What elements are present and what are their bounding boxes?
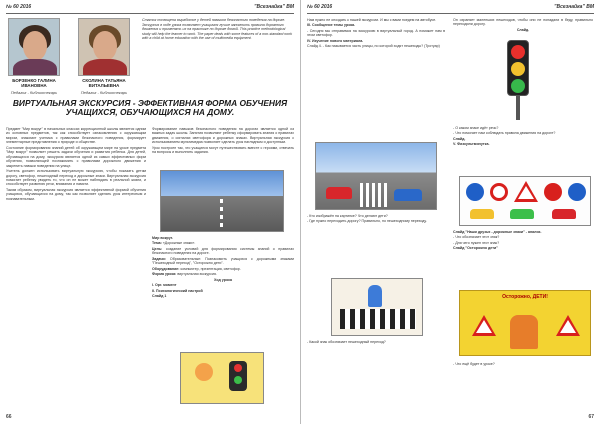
- slide-label: Слайд.: [516, 27, 530, 32]
- traffic-light-pole: [516, 96, 520, 120]
- slide-heading: Слайд "Наши друзья - дорожные знаки" - анализ.: [453, 230, 542, 234]
- issue-number: № 60 2016: [6, 4, 32, 10]
- warning-banner-text: Осторожно, ДЕТИ!: [502, 294, 548, 300]
- road-sign-icon: [514, 181, 538, 202]
- lesson-plan: [152, 236, 294, 346]
- goal-label: Цель:: [152, 246, 163, 251]
- road-sign-icon: [466, 183, 484, 201]
- road-signs-grid: [459, 176, 591, 226]
- author-photo-1: [8, 18, 60, 76]
- paragraph: - Сегодня мы отправимся на экскурсию в виртуальный город. А поможет нам в этом светофор.: [307, 28, 445, 38]
- right-column-1-middle: [307, 214, 445, 274]
- tasks: Образовательные: Познакомить учащихся с дорожными знаками "Пешеходный переход", "Осторожно дети".: [152, 256, 294, 266]
- paragraph: - Кто изображён на картинке? Что делают дети?: [307, 214, 388, 218]
- paragraph: Учитель должен использовать виртуальную экскурсию, чтобы показать детям дорогу, светофор, пешеходный переход и дорожные знаки. Виртуальная экскурсия помогает ребенку увидеть то, что он не может наблюдать в реальной жизни, и способствует развитию речи, внимания и памяти.: [6, 169, 146, 187]
- form-label: Форма урока:: [152, 272, 177, 277]
- pedestrian-crossing-illustration: [331, 278, 423, 336]
- journal-title: "Всезнайка" ВМ: [554, 4, 594, 10]
- article-title: ВИРТУАЛЬНАЯ ЭКСКУРСИЯ - ЭФФЕКТИВНАЯ ФОРМА ОБУЧЕНИЯ УЧАЩИХСЯ, ОБУЧАЮЩИХСЯ НА ДОМУ.: [12, 98, 288, 117]
- author-photo-2: [78, 18, 130, 76]
- right-header: [307, 4, 594, 14]
- goal: создание условий для формирования системы знаний о правилах безопасного поведения на дороге.: [152, 246, 294, 256]
- paragraph: - Для чего нужен этот знак?: [453, 240, 500, 245]
- article-abstract: Статья посвящена выработке у детей навыков безопасного поведения на дороге. Экскурсия в ходе урока позволяет учащимся лучше запомнить правила дорожного движения и применять их на практике по дороге домой. This practice methodological study will help the learner to work. The paper deals with some features of a non-standard work with a child at home education with the use of multimedia equipment.: [142, 18, 293, 41]
- stage-item: I. Орг. момент: [152, 283, 177, 288]
- paragraph: Нам нужно не опоздать к нашей экскурсии. И мы с вами поедем на автобусе.: [307, 18, 437, 22]
- street-illustration: [315, 142, 437, 210]
- stage-item: Слайд 1: [152, 293, 167, 298]
- stage-item: II. Психологический настрой: [152, 288, 203, 293]
- road-sign-icon: [490, 183, 508, 201]
- equipment: компьютер, презентация, светофор.: [180, 266, 241, 271]
- road-sign-icon: [568, 183, 586, 201]
- journal-title: "Всезнайка" ВМ: [254, 4, 294, 10]
- warning-sign-icon: [556, 315, 580, 336]
- topic: «Дорожные знаки».: [162, 241, 196, 246]
- paragraph: Урок построен так, что учащиеся могут путешествовать вместе с героями, отвечать на вопросы и выполнять задания.: [152, 145, 294, 155]
- paragraph: - Какой знак обозначает пешеходный переход?: [307, 340, 386, 344]
- issue-number: № 60 2016: [307, 4, 333, 10]
- children-warning-illustration: [459, 290, 591, 356]
- subject-label: Мир вокруг.: [152, 236, 173, 240]
- author-name-2: СКОЛИНА ТАТЬЯНА ВИТАЛЬЕВНА: [82, 78, 126, 88]
- paragraph: - Где нужно переходить дорогу? Правильно, по пешеходному переходу.: [307, 219, 427, 224]
- right-column-1-bottom: [307, 340, 445, 416]
- paragraph: - Что ещё будет в уроке?: [453, 362, 495, 366]
- stages-label: Ход урока: [214, 277, 232, 282]
- right-column-2-middle: [453, 126, 593, 176]
- left-header: [6, 4, 294, 14]
- paragraph: Слайд 4. - Как называется часть улицы, по которой ходят пешеходы? (Тротуар): [307, 44, 440, 49]
- form: виртуальная экскурсия.: [177, 272, 217, 277]
- slide-label: Слайд.: [453, 136, 466, 141]
- road-illustration: [160, 170, 284, 232]
- paragraph: - Что помогает нам соблюдать правила движения на дороге?: [453, 131, 556, 136]
- left-column-2-top: [152, 127, 294, 167]
- slide-label: Слайд "Осторожно дети": [453, 246, 498, 251]
- left-column-1: [6, 127, 146, 417]
- road-sign-icon: [544, 183, 562, 201]
- topic-label: Тема:: [152, 241, 162, 246]
- right-column-2-bottom: [453, 362, 593, 412]
- tasks-label: Задачи:: [152, 256, 166, 261]
- section-heading: IV. Изучение нового материала.: [307, 38, 364, 43]
- right-column-2-lower: [453, 230, 593, 286]
- section-heading: V. Физкультминутка.: [453, 142, 490, 147]
- right-page: [300, 0, 600, 424]
- section-heading: III. Сообщение темы урока.: [307, 23, 356, 28]
- page-number: 67: [588, 414, 594, 420]
- warning-sign-icon: [472, 315, 496, 336]
- right-column-2-top: [453, 18, 593, 40]
- equipment-label: Оборудование:: [152, 266, 180, 271]
- author-name-1: БОРЗЕНКО ГАЛИНА ИВАНОВНА: [12, 78, 56, 88]
- traffic-light-icon: [507, 40, 529, 96]
- paragraph: Он охраняет маленьких пешеходов, чтобы они не попадали в беду, правильно переходили дорогу.: [453, 18, 593, 27]
- page-number: 66: [6, 414, 12, 420]
- paragraph: Предмет "Мир вокруг" в начальных классах коррекционной школы является одним из основных предметов, так как способствует ознакомлению с окружающим миром, знакомит ученика с правилами безопасного поведения, формирует элементарные представления о природе и обществе.: [6, 127, 146, 145]
- paragraph: Таким образом, виртуальная экскурсия является эффективной формой обучения учащихся, обучающихся на дому, так как позволяет сделать урок интересным и познавательным.: [6, 187, 146, 201]
- paragraph: - Что обозначает этот знак?: [453, 235, 500, 240]
- paragraph: - О каком знаке идёт речь?: [453, 126, 499, 130]
- author-role-2: Педагог - библиотекарь: [80, 90, 128, 95]
- paragraph: Состояние формирования знаний детей об окружающем мире на уроке предмета "Мир вокруг" позволяет решить задачи обучения и развития ребенка. Для детей, обучающихся на дому, экскурсия является одной из самых эффективных форм обучения, позволяющей познакомить с правилами дорожного движения и закрепить навыки поведения на улице.: [6, 145, 146, 168]
- paragraph: Формирование навыков безопасного поведения на дорогах является одной из важных задач школы. Занятия позволяют ребенку сформировать знания о правилах движения, о сигналах светофора и дорожных знаках. Виртуальная экскурсия с использованием мультимедиа позволяет сделать урок наглядным и доступным.: [152, 127, 294, 145]
- author-role-1: Педагог - библиотекарь: [10, 90, 58, 95]
- right-column-1-top: [307, 18, 445, 138]
- cartoon-illustration: [180, 352, 264, 404]
